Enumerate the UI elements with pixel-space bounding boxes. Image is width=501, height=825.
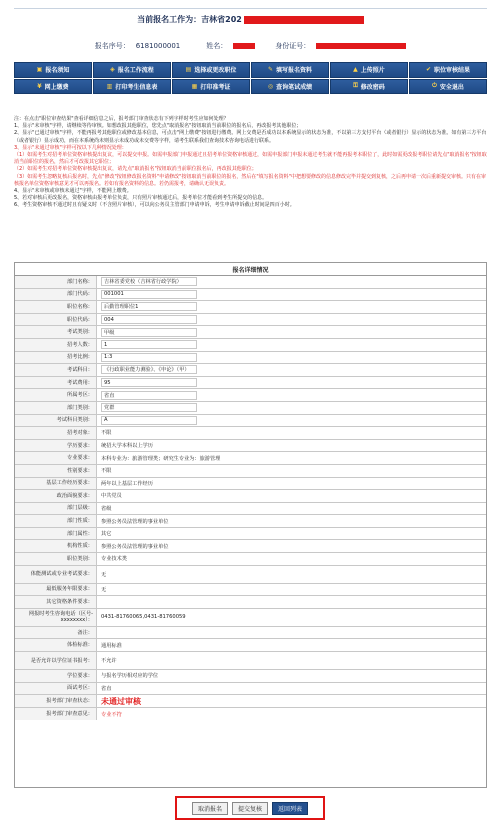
detail-value: 省直 xyxy=(101,685,112,692)
nav-item-6[interactable] xyxy=(409,62,487,78)
detail-value: 1 xyxy=(101,340,197,349)
detail-row xyxy=(15,314,486,327)
detail-row xyxy=(15,553,486,566)
detail-label: 职位代码： xyxy=(15,314,97,326)
instruction-notes xyxy=(14,116,487,210)
detail-row xyxy=(15,584,486,597)
redacted-work-name xyxy=(244,16,364,24)
detail-row xyxy=(15,352,486,365)
detail-label: 部门名称： xyxy=(15,276,97,288)
detail-row xyxy=(15,402,486,415)
detail-row xyxy=(15,683,486,696)
detail-row xyxy=(15,326,486,339)
reg-no-label: 报名序号： xyxy=(94,42,130,50)
detail-row xyxy=(15,695,486,708)
detail-label: 考试费用： xyxy=(15,377,97,389)
detail-label: 部门类别： xyxy=(15,402,97,414)
detail-value: 《行政职业能力测验》、《申论》（甲） xyxy=(101,365,197,374)
detail-label: 是否允许以学位证书报考： xyxy=(15,652,97,669)
detail-value: 统招大学本科以上学历 xyxy=(101,443,153,450)
detail-value: 通用标准 xyxy=(101,642,122,649)
flow-icon: ◈ xyxy=(110,66,115,74)
detail-row xyxy=(15,566,486,584)
exit-icon: ⏻ xyxy=(432,82,437,90)
detail-value: 95 xyxy=(101,378,197,387)
detail-label: 学位要求： xyxy=(15,670,97,682)
select-icon: ▤ xyxy=(185,66,192,74)
nav-item-7[interactable] xyxy=(14,79,92,95)
detail-label: 机构性质： xyxy=(15,540,97,552)
detail-row xyxy=(15,389,486,402)
detail-label: 职位类别： xyxy=(15,553,97,565)
detail-value: 无 xyxy=(101,586,107,593)
action-button-bar xyxy=(175,796,325,820)
nav-item-11[interactable] xyxy=(330,79,408,95)
detail-row xyxy=(15,708,486,721)
detail-label: 招考人数： xyxy=(15,339,97,351)
note-line: （1）如需考生对招考单位资格审核提出复议，可以提交申报。如需申报部门申报通过且招考单位资格审核通过，如需申报部门申报未通过考生就不能再报考本职位了，此时如需更改报考职位请先点"取消报名"按钮取消当前职位的报名，然后才可改报其它职位； xyxy=(14,152,487,166)
detail-label: 考试类别： xyxy=(15,326,97,338)
nav-item-label: 网上缴费 xyxy=(44,83,69,91)
detail-row xyxy=(15,478,486,491)
detail-label: 部门代码： xyxy=(15,289,97,301)
detail-label: 基层工作经历要求： xyxy=(15,478,97,490)
nav-item-3[interactable] xyxy=(172,62,250,78)
detail-value: 不限 xyxy=(101,468,112,475)
detail-label: 政治面貌要求： xyxy=(15,490,97,502)
note-line: 5、若对审核后更改报名，资格审核由报考单位负责，只有照片审核通过后，报考单位才能看到考生所提交的信息。 xyxy=(14,195,268,202)
nav-item-2[interactable] xyxy=(93,62,171,78)
detail-row xyxy=(15,503,486,516)
detail-row xyxy=(15,515,486,528)
detail-label: 性别要求： xyxy=(15,465,97,477)
detail-row xyxy=(15,490,486,503)
nav-item-label: 修改密码 xyxy=(360,83,385,91)
detail-row xyxy=(15,596,486,609)
note-line: （3）如需考生忽略复核后报名时，先点"修改"按钮修改报名资料"申请修改"按钮取消当前职位的报名，然后在"填写报名资料"中把想要修改的信息修改完毕并提交到复核，之后再申请一次后重新提交审核。只有在审核报名单位资格审核意见才可以再报名。若如有报名资料的信息。若仍需报考，请确认无误负责。 xyxy=(14,173,486,187)
detail-row xyxy=(15,289,486,302)
applicant-info-bar xyxy=(14,36,487,56)
detail-label: 考试科目类别： xyxy=(15,415,97,427)
detail-value: 不允许 xyxy=(101,658,117,665)
detail-label: 报考部门审查意见： xyxy=(15,708,97,721)
detail-label: 专业要求： xyxy=(15,452,97,464)
nav-item-5[interactable] xyxy=(330,62,408,78)
note-line: 注：在点击"职位审查结果"查看详细信息之后，报考部门审查状态有下列字样时考生应如何处理？ xyxy=(14,116,229,122)
name-label: 姓名： xyxy=(206,42,228,50)
reg-no-value: 6181000001 xyxy=(135,42,181,50)
detail-row xyxy=(15,652,486,670)
note-line: 3、显示"未通过审核"字样可按以下几种情况处理： xyxy=(14,144,127,151)
nav-item-10[interactable] xyxy=(251,79,329,95)
note-line: （2）如需考生对招考单位资格审核提出复议，请先点"取消报名"按钮取消当前职位报名后，再改报其他职位； xyxy=(14,166,257,173)
cancel-registration-button[interactable]: 取消报名 xyxy=(192,802,228,815)
nav-item-label: 查询笔试成绩 xyxy=(276,83,313,91)
detail-label: 招考对象： xyxy=(15,427,97,439)
detail-row xyxy=(15,415,486,428)
detail-label: 招考比例： xyxy=(15,352,97,364)
detail-row xyxy=(15,465,486,478)
detail-label: 体能测试或专业考试要求： xyxy=(15,566,97,583)
nav-item-4[interactable] xyxy=(251,62,329,78)
redacted-name xyxy=(233,43,255,49)
nav-item-label: 上传照片 xyxy=(360,67,385,75)
print-icon: ▥ xyxy=(106,82,113,90)
key-icon: ⚿ xyxy=(353,82,358,90)
detail-value: 参照公务员法管理的事业单位 xyxy=(101,543,169,550)
detail-table xyxy=(14,262,487,788)
detail-label: 部门性质： xyxy=(15,515,97,527)
pay-icon: ¥ xyxy=(37,82,42,90)
detail-row xyxy=(15,276,486,289)
detail-row xyxy=(15,377,486,390)
detail-value: 本科专业为：旅游管理类；研究生专业为：旅游管理 xyxy=(101,455,221,462)
nav-item-label: 选择或更改职位 xyxy=(194,67,237,75)
detail-row xyxy=(15,440,486,453)
detail-rows xyxy=(15,276,486,720)
detail-row xyxy=(15,639,486,652)
nav-item-1[interactable] xyxy=(14,62,92,78)
note-line: 4、显示"未审核或审核未通过"字样，不能网上缴费。 xyxy=(14,188,132,195)
detail-label: 最低服务年限要求： xyxy=(15,584,97,596)
detail-value: 参照公务员法管理的事业单位 xyxy=(101,518,169,525)
nav-item-label: 安全退出 xyxy=(439,83,464,91)
current-work-header xyxy=(14,8,487,30)
ticket-icon: ▦ xyxy=(191,82,198,90)
detail-value: 两年以上基层工作经历 xyxy=(101,480,153,487)
note-line: 2、显示"已通过审核"字样，不能再报考其他职位或修改基本信息，可点击"网上缴费"按钮进行缴费。网上交费是否成功以本系统显示的状态为准，不以第三方支付平台（或者银行）显示的状态为准。如有第三方平台（或者银行）显示成功，而在本系统尚未则显示未成功或未交费等字样，请考生联系我们查询技术咨询电话进行联系。 xyxy=(14,130,487,144)
detail-value: 1:3 xyxy=(101,353,197,362)
detail-label: 报考部门审查状态： xyxy=(15,695,97,707)
detail-label: 网报时考生咨询电话（区号-xxxxxxxx）： xyxy=(15,609,97,626)
detail-row xyxy=(15,627,486,640)
detail-row xyxy=(15,452,486,465)
detail-row xyxy=(15,339,486,352)
detail-label: 部门层级： xyxy=(15,503,97,515)
detail-value: 党群 xyxy=(101,403,197,412)
detail-value: 专业不符 xyxy=(101,711,122,718)
detail-value: 中共党员 xyxy=(101,493,122,500)
back-to-list-button[interactable]: 返回列表 xyxy=(272,802,308,815)
detail-value: 其它 xyxy=(101,531,112,538)
detail-value: 后勤管理职位1 xyxy=(101,302,197,311)
detail-value: 004 xyxy=(101,315,197,324)
detail-label: 所属考区： xyxy=(15,389,97,401)
detail-value: 无 xyxy=(101,571,107,578)
detail-label: 备注： xyxy=(15,627,97,639)
nav-item-label: 报名工作流程 xyxy=(117,67,154,75)
submit-recheck-button[interactable]: 提交复核 xyxy=(232,802,268,815)
detail-label: 面试考区： xyxy=(15,683,97,695)
nav-item-8[interactable] xyxy=(93,79,171,95)
result-icon: ✔ xyxy=(425,66,431,74)
note-line: 6、考生资格审核不通过时且有疑义时（不含照片审核），可以向公务员主管部门申请申诉，考生申请申诉截止时间是四百小时。 xyxy=(14,202,295,209)
detail-value: 专业技术类 xyxy=(101,556,127,563)
note-line: 1、显示"未审核"字样，请继续等待审核。如想改报其他职位，您先点"取消报名"按钮取消当前职位的报名后，再改报考其他职位； xyxy=(14,123,302,130)
redacted-id xyxy=(316,43,406,49)
detail-row xyxy=(15,670,486,683)
upload-icon: ▲ xyxy=(353,66,358,74)
nav-item-label: 报名须知 xyxy=(45,67,70,75)
book-icon: ▣ xyxy=(36,66,43,74)
detail-row xyxy=(15,364,486,377)
detail-label: 部门属性： xyxy=(15,528,97,540)
detail-value: 省级 xyxy=(101,505,112,512)
nav-item-label: 打印考生信息表 xyxy=(115,83,158,91)
nav-item-label: 职位审核结果 xyxy=(434,67,471,75)
detail-value: 0431-81760065,0431-81760059 xyxy=(101,614,186,621)
detail-label: 体检标准： xyxy=(15,639,97,651)
detail-row xyxy=(15,540,486,553)
nav-item-12[interactable] xyxy=(409,79,487,95)
detail-value: 省直 xyxy=(101,391,197,400)
detail-value: A xyxy=(101,416,197,425)
id-label: 身份证号： xyxy=(275,42,311,50)
detail-value: 甲级 xyxy=(101,328,197,337)
detail-label: 其它资格条件要求： xyxy=(15,596,97,608)
nav-item-label: 打印准考证 xyxy=(200,83,231,91)
detail-value: 不限 xyxy=(101,430,112,437)
score-icon: ◎ xyxy=(267,82,274,90)
detail-row xyxy=(15,301,486,314)
detail-row xyxy=(15,609,486,627)
detail-value: 001001 xyxy=(101,290,197,299)
current-work-text: 当前报名工作为：吉林省202 xyxy=(137,15,242,24)
detail-label: 职位名称： xyxy=(15,301,97,313)
detail-label: 学历要求： xyxy=(15,440,97,452)
main-nav-toolbar xyxy=(14,62,487,94)
edit-icon: ✎ xyxy=(267,66,273,74)
detail-label: 考试科目： xyxy=(15,364,97,376)
detail-row xyxy=(15,528,486,541)
detail-value: 未通过审核 xyxy=(101,696,141,706)
detail-table-title: 报名详细情况 xyxy=(15,263,486,276)
nav-item-label: 填写报名资料 xyxy=(276,67,313,75)
detail-value: 与报名学历相对应的学位 xyxy=(101,673,159,680)
detail-value: 吉林省委党校（吉林省行政学院） xyxy=(101,277,197,286)
nav-item-9[interactable] xyxy=(172,79,250,95)
detail-row xyxy=(15,427,486,440)
